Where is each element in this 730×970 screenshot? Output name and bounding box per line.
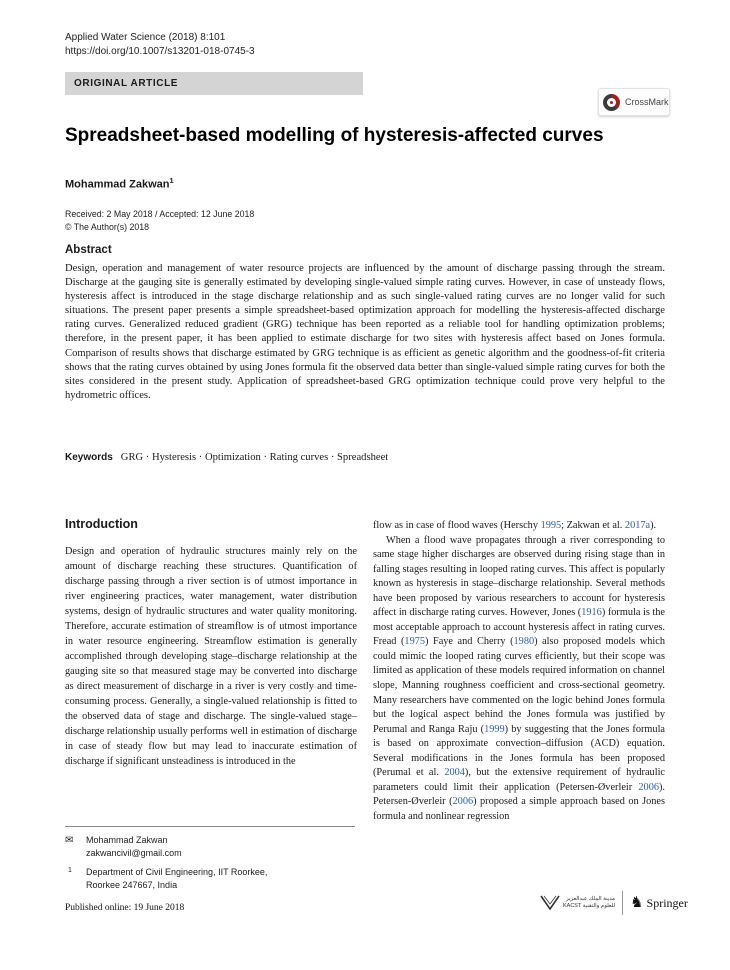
kacst-mark-icon: [540, 895, 560, 911]
text-segment: ) also proposed models which could mimic the looped rating curves efficiently, but their scope was limited as application of these models required information on channel slope, Manning roughness coefficient and cross-sectional geometry. Many researchers have commented on the logic behind Jones formula but the logical aspect behind the Jones formula was justified by Perumal and Ranga Raju (: [373, 636, 665, 735]
footer-logos: [540, 886, 688, 920]
dates-block: [65, 208, 254, 233]
kacst-text-line2: KACST للعلوم والتقنية: [563, 903, 616, 909]
citation-link[interactable]: 2017a: [624, 520, 651, 531]
author-line: [65, 176, 174, 191]
copyright-line: © The Author(s) 2018: [65, 221, 150, 232]
crossmark-icon: [603, 94, 620, 111]
affiliation-line2: Roorkee 247667, India: [86, 879, 178, 890]
keywords-line: [65, 452, 665, 463]
affiliation-marker: 1: [68, 867, 72, 874]
journal-reference: Applied Water Science (2018) 8:101: [65, 32, 226, 43]
paragraph: [373, 534, 665, 825]
text-segment: ) formula is the most acceptable approach to account hysteresis affect in rating curves. Fread (: [373, 607, 666, 648]
paragraph: [373, 519, 665, 534]
keywords-label: Keywords: [65, 452, 113, 463]
text-segment: ). Petersen-Øverleir (: [373, 781, 665, 808]
citation-link[interactable]: 2004: [444, 767, 465, 779]
introduction-right-column: [373, 519, 665, 824]
paragraph: [65, 544, 357, 769]
citation-link[interactable]: 1995: [540, 520, 562, 531]
text-segment: ) proposed a simple approach based on Jones formula and nonlinear regression: [373, 796, 665, 822]
crossmark-label: CrossMark: [625, 97, 669, 107]
citation-link[interactable]: 1975: [404, 636, 426, 648]
citation-link[interactable]: 2006: [638, 781, 659, 793]
text-segment: flow as in case of flood waves (Herschy: [373, 520, 541, 531]
correspondence-name: Mohammad Zakwan: [86, 835, 168, 845]
text-segment: ) Faye and Cherry (: [425, 636, 514, 648]
citation-link[interactable]: 1916: [581, 607, 602, 619]
doi-link[interactable]: https://doi.org/10.1007/s13201-018-0745-3: [65, 46, 255, 57]
logo-divider: [622, 891, 623, 915]
citation-link[interactable]: 2006: [452, 796, 474, 808]
received-accepted-line: Received: 2 May 2018 / Accepted: 12 June 2018: [65, 209, 255, 219]
text-segment: ).: [650, 520, 657, 531]
author-name: Mohammad Zakwan: [65, 178, 170, 191]
keywords-list: GRG · Hysteresis · Optimization · Rating curves · Spreadsheet: [120, 452, 389, 463]
author-affiliation-marker: 1: [169, 176, 174, 185]
correspondence-block: [65, 834, 357, 859]
springer-wordmark: Springer: [646, 895, 688, 910]
kacst-logo: [540, 895, 615, 911]
text-segment: ), but the extensive requirement of hydraulic parameters could limit their application (Petersen-Øverleir: [373, 767, 665, 793]
crossmark-badge[interactable]: [598, 88, 670, 116]
text-segment: Design and operation of hydraulic structures mainly rely on the amount of discharge reaching these structures. Quantification of discharge passing through a river section is of utmost importance in river engineering practices, water management, water distribution systems, design of hydraulic structures and water quality monitoring. Therefore, accurate estimation of streamflow is of utmost importance in water resource engineering. Streamflow estimation is generally accomplished through developing stage–discharge relationship at the gauging site so that measured stage may be converted into discharge as direct measurement of discharge in a river is very costly and time-consuming process. Generally, a single-valued relationship is fitted to the observed data of stage and discharge. The single-valued stage–discharge relationship usually performs well in estimation of discharge in case of steady flow but may lead to inaccurate estimation of discharge if significant unsteadiness is introduced in the: [65, 546, 357, 767]
article-type-banner: ORIGINAL ARTICLE: [65, 72, 363, 95]
springer-logo: [630, 896, 688, 911]
published-online-line: Published online: 19 June 2018: [65, 903, 185, 913]
correspondence-email[interactable]: zakwancivil@gmail.com: [86, 847, 182, 858]
text-segment: When a flood wave propagates through a river corresponding to same stage higher discharges are observed during rising stage than in falling stages resulting in looped rating curves. This affect is popularly known as hysteresis in stage–discharge relationship. Several methods have been proposed by various researchers to account for hysteresis affect in discharge rating curves. However, Jones (: [373, 534, 665, 619]
abstract-text: Design, operation and management of water resource projects are influenced by the amount of discharge passing through the stream. Discharge at the gauging site is generally estimated by developing single-valued simple rating curves. However, in case of unsteady flows, hysteresis affect is introduced in the stage discharge relationship and as such single-valued rating curves are no longer valid for such situations. The present paper presents a simple spreadsheet-based optimization approach for modelling the hysteresis-affected discharge rating curves. Generalized reduced gradient (GRG) technique has been reported as a reliable tool for handling optimization problems; therefore, in the present paper, it has been applied to estimate discharge for two sites with hysteresis affect based on Jones formula. Comparison of results shows that discharge estimated by GRG technique is as efficient as genetic algorithm and the goodness-of-fit criteria shows that the rating curves obtained by using Jones formula fit the observed data better than single-valued simple rating curves for both the sites considered in the present study. Application of spreadsheet-based GRG optimization technique could prove very helpful to the hydrometric offices.: [65, 263, 665, 401]
text-segment: ; Zakwan et al.: [561, 520, 625, 531]
introduction-left-column: [65, 544, 357, 769]
footnote-divider: [65, 826, 355, 827]
envelope-icon: ✉: [65, 835, 74, 846]
affiliation-line1: Department of Civil Engineering, IIT Roorkee,: [86, 867, 268, 877]
text-segment: ) by suggesting that the Jones formula is based on approximate convection–diffusion (ACD) equation. Several modifications in the Jones formula has been proposed (Perumal et al.: [373, 723, 665, 779]
affiliation-block: [65, 866, 357, 891]
citation-link[interactable]: 1980: [513, 636, 535, 648]
springer-horse-icon: ♞: [630, 894, 644, 911]
section-heading-introduction: Introduction: [65, 517, 138, 531]
citation-link[interactable]: 1999: [484, 723, 505, 735]
abstract-heading: Abstract: [65, 244, 112, 256]
kacst-text-line1: مدينة الملك عبدالعزيز: [565, 896, 616, 902]
page-title: Spreadsheet-based modelling of hysteresis-affected curves: [65, 125, 604, 146]
